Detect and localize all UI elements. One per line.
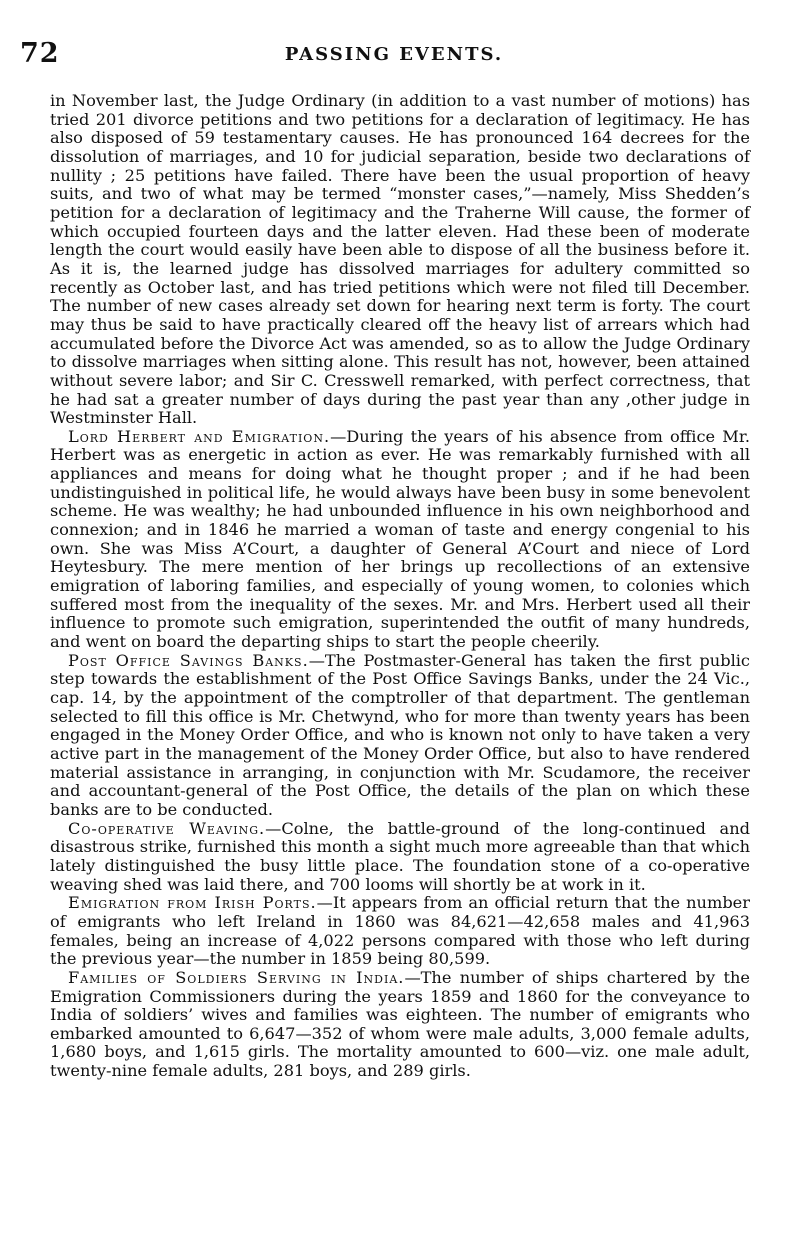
paragraph-text: —During the years of his absence from office Mr. Herbert was as energetic in action as ever. He was remarkably furnished with all appliances and means for doing what he thought proper ; and if he had been undistinguished in political life, he would always have been busy in some benevolent scheme. He was wealthy; he had unbounded influence in his own neighborhood and connexion; and in 1846 he married a woman of taste and energy congenial to his own. She was Miss A’Court, a daughter of General A’Court and niece of Lord Heytesbury. The mere mention of her brings up recollections of an extensive emigration of laboring families, and especially of young women, to colonies which suffered most from the inequality of the sexes. Mr. and Mrs. Herbert used all their influence to promote such emigration, superintended the outfit of many hundreds, and went on board the departing ships to start the people cheerily. bbox=[50, 426, 750, 652]
page-number: 72 bbox=[20, 38, 60, 69]
paragraph-co-operative-weaving bbox=[50, 820, 750, 895]
article-body bbox=[50, 92, 750, 1081]
paragraph-text: —It appears from an official return that the number of emigrants who left Ireland in 1860 was 84,621—42,658 males and 41,963 females, being an increase of 4,022 persons compared with those who left during the previous year—the number in 1859 being 80,599. bbox=[50, 893, 751, 969]
section-heading: Families of Soldiers Serving in India. bbox=[68, 967, 405, 987]
paragraph-savings-banks bbox=[50, 652, 750, 820]
paragraph-text: —The Postmaster-General has taken the first public step towards the establishment of the Post Office Savings Banks, under the 24 Vic., cap. 14, by the appointment of the comptroller of that department. The gentleman selected to fill this office is Mr. Chetwynd, who for more than twenty years has been engaged in the Money Order Office, and who is known not only to have taken a very active part in the management of the Money Order Office, but also to have rendered material assistance in arranging, in conjunction with Mr. Scudamore, the receiver and accountant-general of the Post Office, the details of the plan on which these banks are to be conducted. bbox=[50, 650, 750, 819]
paragraph-lord-herbert bbox=[50, 428, 750, 652]
section-heading: Co-operative Weaving. bbox=[68, 818, 266, 838]
section-heading: Emigration from Irish Ports. bbox=[68, 893, 317, 913]
section-heading: Post Office Savings Banks. bbox=[68, 650, 309, 670]
paragraph-soldiers-families bbox=[50, 969, 750, 1081]
paragraph-divorce-court bbox=[50, 92, 750, 428]
paragraph-irish-emigration bbox=[50, 894, 750, 969]
page-header bbox=[0, 38, 788, 78]
paragraph-text: —The number of ships chartered by the Emigration Commissioners during the years 1859 and 1860 for the conveyance to India of soldiers’ wives and families was eighteen. The number of emigrants who embarked amounted to 6,647—352 of whom were male adults, 3,000 female adults, 1,680 boys, and 1,615 girls. The mortality amounted to 600—viz. one male adult, twenty-nine female adults, 281 boys, and 289 girls. bbox=[50, 967, 750, 1081]
running-title: PASSING EVENTS. bbox=[284, 44, 504, 65]
paragraph-text: in November last, the Judge Ordinary (in addition to a vast number of motions) has tried 201 divorce petitions and two petitions for a declaration of legitimacy. He has also disposed of 59 testamentary causes. He has pronounced 164 decrees for the dissolution of marriages, and 10 for judicial separation, beside two declarations of nullity ; 25 petitions have failed. There have been the usual proportion of heavy suits, and two of what may be termed “monster cases,”—namely, Miss Shedden’s petition for a declaration of legitimacy and the Traherne Will cause, the former of which occupied fourteen days and the latter eleven. Had these been of moderate length the court would easily have been able to dispose of all the business before it. As it is, the learned judge has dissolved marriages for adultery committed so recently as October last, and has tried petitions which were not filed till December. The number of new cases already set down for hearing next term is forty. The court may thus be said to have practically cleared off the heavy list of arrears which had accumulated before the Divorce Act was amended, so as to allow the Judge Ordinary to dissolve marriages when sitting alone. This result has not, however, been attained without severe labor; and Sir C. Cresswell remarked, with perfect correctness, that he had sat a greater number of days during the past year than any ,other judge in Westminster Hall. bbox=[50, 91, 750, 428]
paragraph-text: —Colne, the battle-ground of the long-continued and disastrous strike, furnished this month a sight much more agreeable than that which lately distinguished the busy little place. The foundation stone of a co-operative weaving shed was laid there, and 700 looms will shortly be at work in it. bbox=[50, 818, 750, 894]
section-heading: Lord Herbert and Emigration. bbox=[68, 426, 331, 446]
